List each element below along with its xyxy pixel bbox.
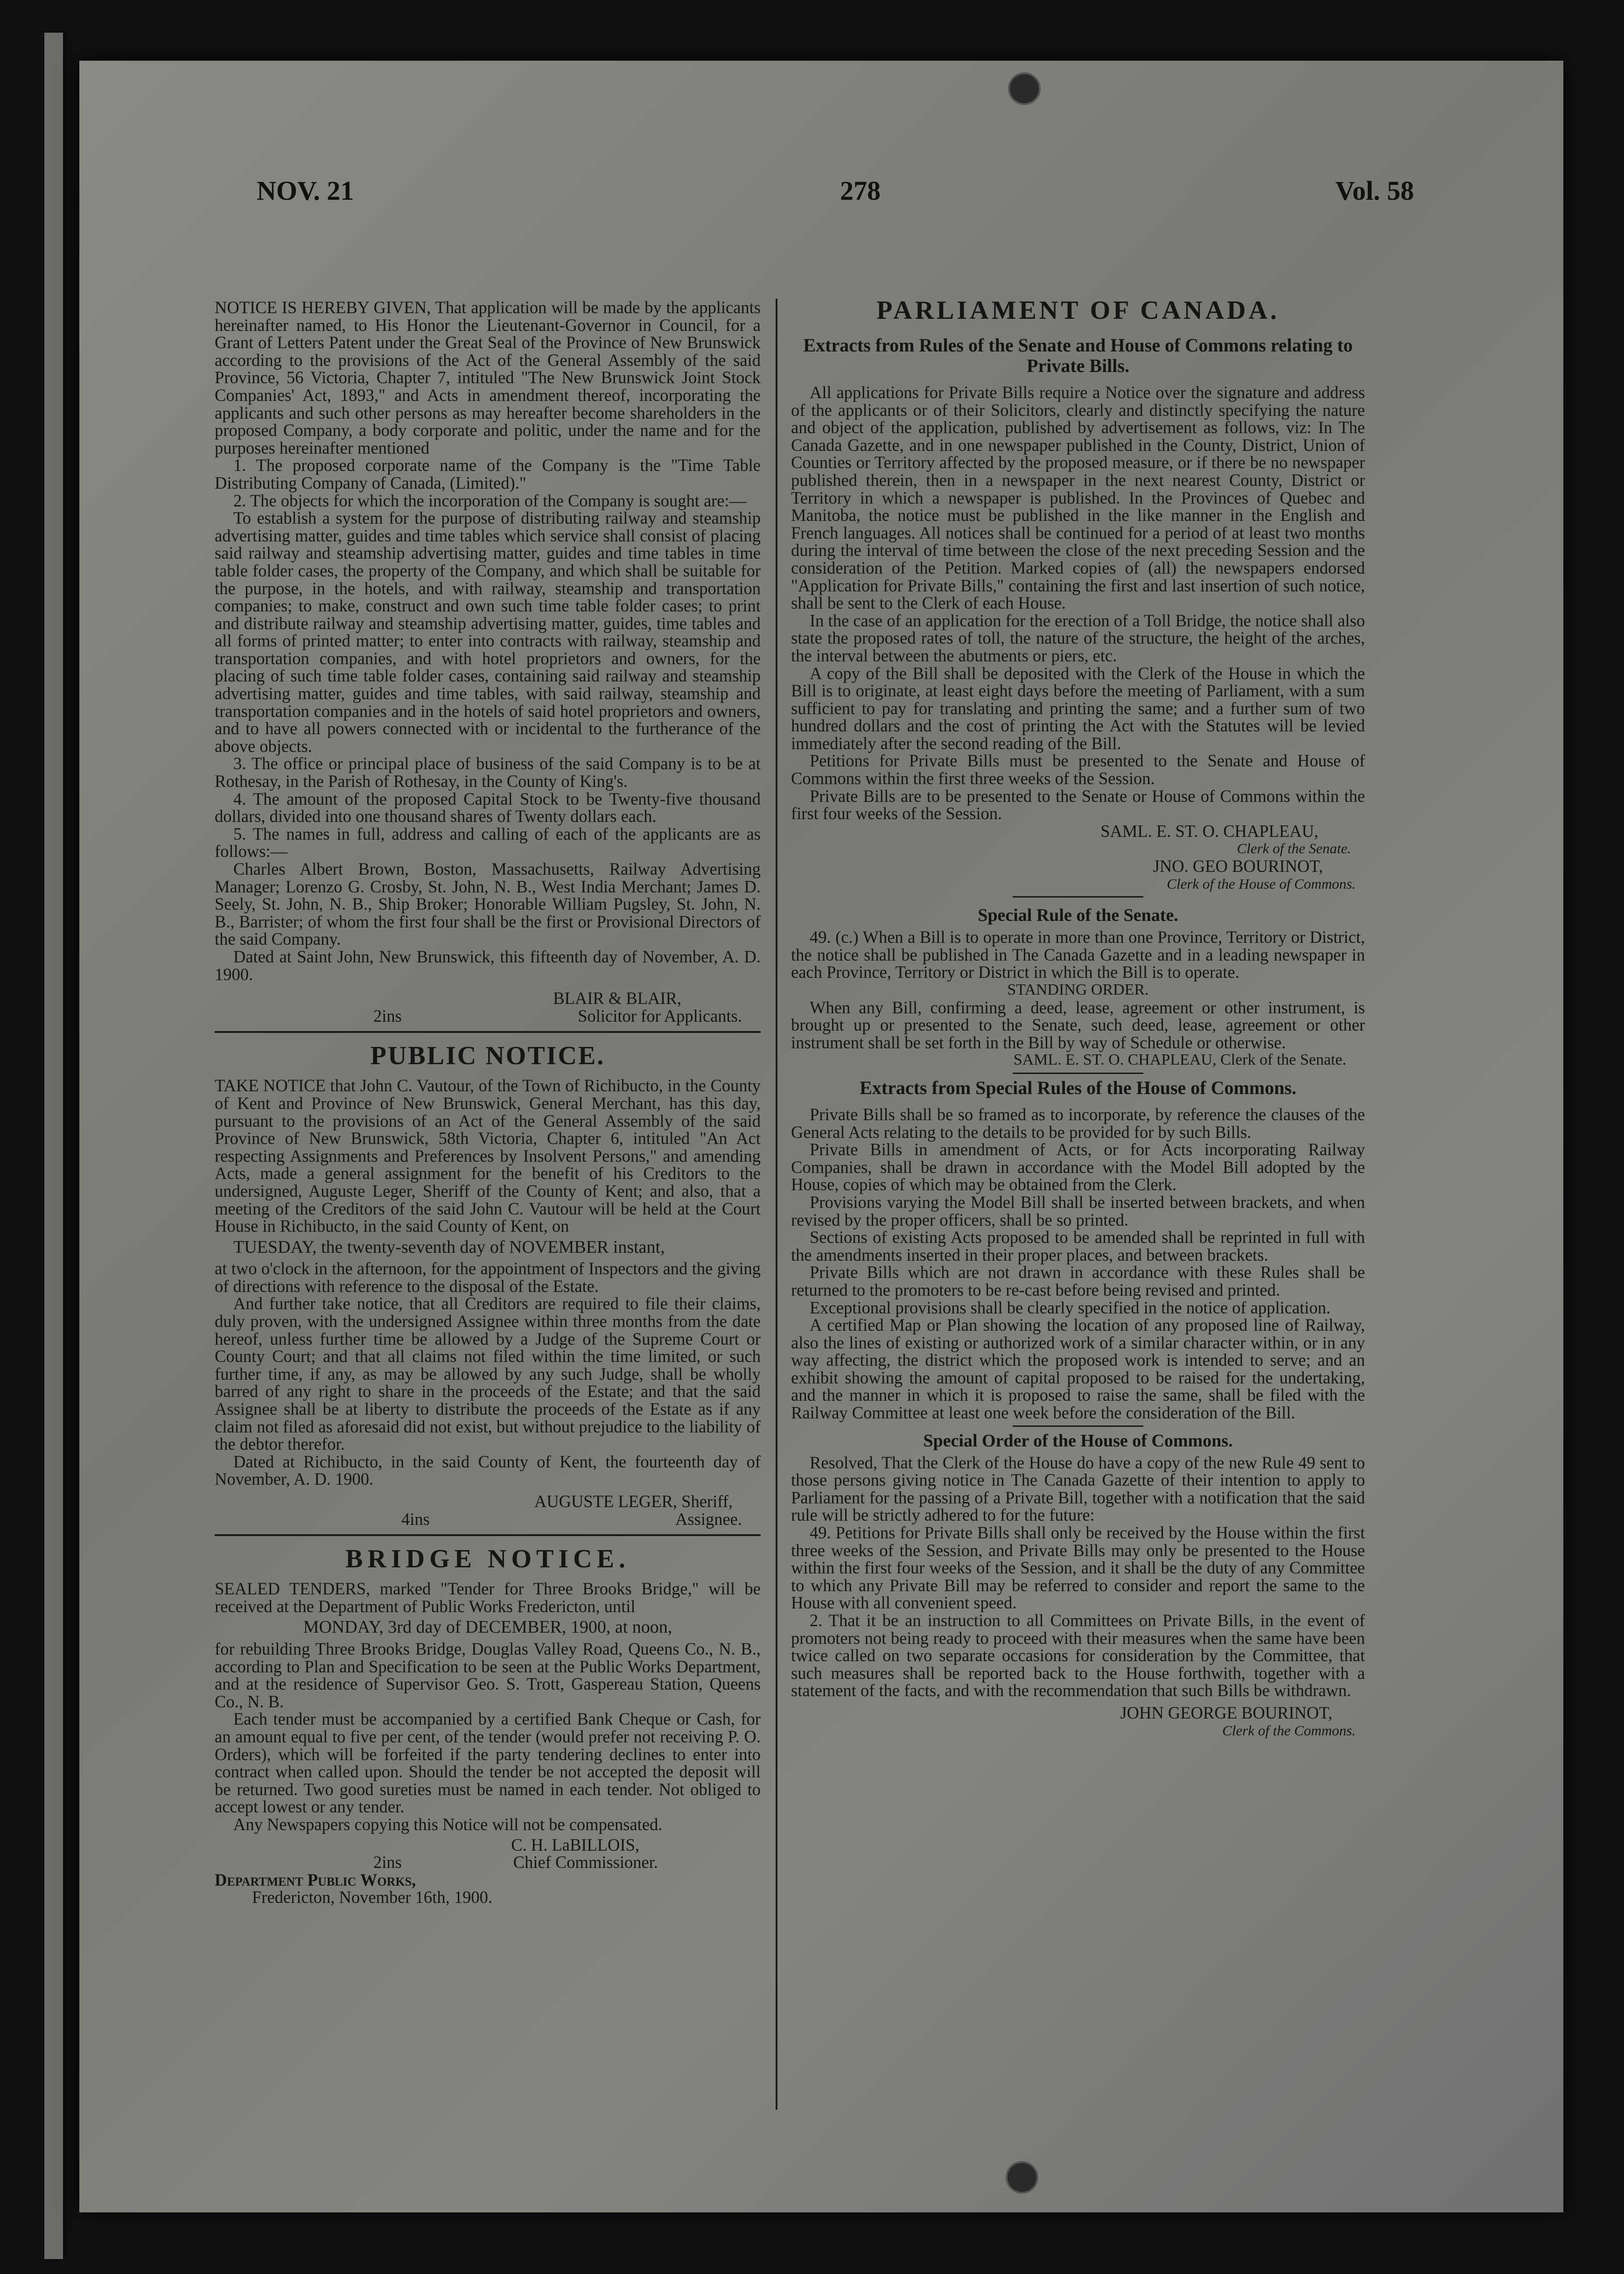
- insertion-count: 4ins: [401, 1509, 430, 1529]
- notice-clause-4: 4. The amount of the proposed Capital Stock to be Twenty-five thousand dollars, divided into one thousand shares of Twenty dollars each.: [215, 789, 761, 826]
- standing-order-paragraph: When any Bill, confirming a deed, lease, agreement or other instrument, is brought up or presented to the Senate, such deed, lease, agreement or other instrument shall be set forth in the Bill by way of Schedule or otherwise.: [791, 997, 1365, 1052]
- notice-clause-3: 3. The office or principal place of business of the said Company is to be at Rothesay, in the Parish of Rothesay, in the County of King's.: [215, 754, 761, 791]
- senate-rule-paragraph: 49. (c.) When a Bill is to operate in more than one Province, Territory or District, the notice shall be published in The Canada Gazette and in a leading newspaper in each Province, Territory or District in which the Bill is to operate.: [791, 927, 1365, 982]
- insertion-count: 2ins: [373, 1006, 402, 1025]
- public-notice-date: TUESDAY, the twenty-seventh day of NOVEMBER instant,: [233, 1237, 665, 1257]
- parliament-title: PARLIAMENT OF CANADA.: [876, 296, 1280, 325]
- standing-order-heading: STANDING ORDER.: [1007, 981, 1149, 998]
- bridge-notice-title: BRIDGE NOTICE.: [345, 1544, 630, 1574]
- public-notice-body: at two o'clock in the afternoon, for the appointment of Inspectors and the giving of directions with reference to the disposal of the Estate.: [215, 1259, 761, 1296]
- page-header: [257, 175, 1414, 212]
- notice-clause-2-body: To establish a system for the purpose of distributing railway and steamship advertising matter, guides and time tables which service shall consist of placing said railway and steamship advertising matter, guides and time tables in time table folder cases, the property of the Company, and which shall be suitable for the purpose, in the hotels, and with railway, steamship and transportation companies; to make, construct and own such time table folder cases; to print and distribute railway and steamship advertising matter, guides, time tables and all forms of printed matter; to enter into contracts with railway, steamship and transportation companies, and with hotel proprietors and owners, for the placing of such time table folder cases, containing said railway and steamship advertising matter, guides and time tables, with said railway, steamship and transportation companies and in the hotels of said hotel proprietors and owners, and to have all powers connected with or incidental to the furtherance of the above objects.: [215, 508, 761, 756]
- special-order-paragraph: 2. That it be an instruction to all Committees on Private Bills, in the event of promoters not being ready to proceed with their measures when the same have been twice called on two separate occasions for consideration by the Committee, that such measures shall be reported back to the House forthwith, together with a statement of the facts, and with the recommendation that such Bills be withdrawn.: [791, 1611, 1365, 1700]
- section-rule: [215, 1031, 761, 1033]
- page-number: 278: [840, 175, 881, 206]
- special-order-subtitle: Special Order of the House of Commons.: [923, 1431, 1233, 1451]
- rules-subtitle: Extracts from Rules of the Senate and House of Commons relating to Private Bills.: [803, 335, 1353, 376]
- commons-rule-paragraph: Private Bills in amendment of Acts, or for Acts incorporating Railway Companies, shall be drawn in accordance with the Model Bill adopted by the House, copies of which may be obtained from the Clerk.: [791, 1140, 1365, 1194]
- public-notice-dated: Dated at Richibucto, in the said County of Kent, the fourteenth day of November, A. D. 1900.: [215, 1452, 761, 1489]
- rules-paragraph: Petitions for Private Bills must be presented to the Senate and House of Commons within the first three weeks of the Session.: [791, 751, 1365, 788]
- final-signer: JOHN GEORGE BOURINOT,: [1120, 1703, 1332, 1722]
- public-notice-body: TAKE NOTICE that John C. Vautour, of the Town of Richibucto, in the County of Kent and Province of New Brunswick, General Merchant, has this day, pursuant to the provisions of an Act of the General Assembly of the said Province of New Brunswick, 58th Victoria, Chapter 6, intituled "An Act respecting Assignments and Preferences by Insolvent Persons," and amending Acts, made a general assignment for the benefit of his Creditors to the undersigned, Auguste Leger, Sheriff of the County of Kent; and also, that a meeting of the Creditors of the said John C. Vautour will be held at the Court House in Richibucto, in the said County of Kent, on: [215, 1076, 761, 1236]
- signer-role: Assignee.: [675, 1509, 742, 1529]
- public-notice-signer-line: [215, 1510, 761, 1528]
- public-notice-title: PUBLIC NOTICE.: [370, 1041, 605, 1071]
- page-stack-edge: [44, 33, 63, 2259]
- commons-rule-paragraph: Exceptional provisions shall be clearly specified in the notice of application.: [810, 1298, 1330, 1317]
- final-signer-role: Clerk of the Commons.: [1222, 1722, 1356, 1739]
- volume-number: Vol. 58: [1335, 175, 1414, 206]
- signer-role: Solicitor for Applicants.: [578, 1006, 742, 1025]
- insertion-count: 2ins: [373, 1853, 402, 1872]
- bridge-notice-signer: C. H. LaBILLOIS,: [511, 1835, 639, 1854]
- bridge-notice-body: for rebuilding Three Brooks Bridge, Douglas Valley Road, Queens Co., N. B., according to Plan and Specification to be seen at the Public Works Department, and at the residence of Supervisor Geo. S. Trott, Gaspereau Station, Queens Co., N. B.: [215, 1639, 761, 1711]
- special-order-paragraph: 49. Petitions for Private Bills shall only be received by the House within the first three weeks of the Session, and Private Bills may only be presented to the House within the first four weeks of the Session, and it shall be the duty of any Committee to which any Private Bill may be referred to consider and report the same to the House with all convenient speed.: [791, 1523, 1365, 1613]
- standing-order-signer: SAML. E. ST. O. CHAPLEAU, Clerk of the Senate.: [1013, 1051, 1346, 1069]
- notice-intro: NOTICE IS HEREBY GIVEN, That application will be made by the applicants hereinafter named, to His Honor the Lieutenant-Governor in Council, for a Grant of Letters Patent under the Great Seal of the Province of New Brunswick according to the provisions of the Act of the General Assembly of the said Province, 56 Victoria, Chapter 7, intituled "The New Brunswick Joint Stock Companies' Act, 1893," and Acts in amendment thereof, incorporating the applicants and such other persons as may hereafter become shareholders in the proposed Company, a body corporate and politic, under the name and for the purposes hereinafter mentioned: [215, 298, 761, 457]
- notice-clause-5: 5. The names in full, address and calling of each of the applicants are as follows:—: [215, 824, 761, 861]
- commons-rule-paragraph: Provisions varying the Model Bill shall be inserted between brackets, and when revised by the proper officers, shall be so printed.: [791, 1192, 1365, 1229]
- notice-clause-2: 2. The objects for which the incorporation of the Company is sought are:—: [233, 491, 747, 510]
- senate-clerk-role: Clerk of the Senate.: [1237, 840, 1351, 857]
- left-column: [215, 299, 761, 1906]
- public-notice-body: And further take notice, that all Creditors are required to file their claims, duly proven, with the undersigned Assignee within three months from the date hereof, unless further time be allowed by a Judge of the Supreme Court or County Court; and that all claims not filed within the time limited, or such further time, if any, as may be allowed by any such Judge, shall be wholly barred of any right to share in the proceeds of the Estate; and that the said Assignee shall be at liberty to distribute the proceeds of the Estate as if any claim not filed as aforesaid did not exist, but without prejudice to the liability of the debtor therefor.: [215, 1294, 761, 1454]
- short-rule: [1013, 1425, 1143, 1427]
- commons-rule-paragraph: Private Bills which are not drawn in accordance with these Rules shall be returned to the promoters to be re-cast before being revised and printed.: [791, 1263, 1365, 1299]
- commons-rule-paragraph: Sections of existing Acts proposed to be amended shall be reprinted in full with the amendments inserted in their proper places, and between brackets.: [791, 1228, 1365, 1264]
- signer-role: Chief Commissioner.: [513, 1853, 658, 1872]
- notice-clause-1: 1. The proposed corporate name of the Company is the "Time Table Distributing Company of Canada, (Limited).": [215, 456, 761, 492]
- notice-dated: Dated at Saint John, New Brunswick, this fifteenth day of November, A. D. 1900.: [215, 947, 761, 984]
- bridge-notice-date: MONDAY, 3rd day of DECEMBER, 1900, at noon,: [303, 1617, 672, 1637]
- bridge-notice-signer-line: [215, 1853, 761, 1871]
- notice-signer: BLAIR & BLAIR,: [553, 989, 681, 1008]
- punch-hole: [1008, 72, 1041, 105]
- senate-clerk-name: SAML. E. ST. O. CHAPLEAU,: [1100, 821, 1318, 841]
- short-rule: [1013, 1073, 1143, 1074]
- commons-rule-paragraph: A certified Map or Plan showing the location of any proposed line of Railway, also the lines of existing or authorized work of a similar character within, or in any way affecting, the district which the proposed work is intended to serve; and an exhibit showing the amount of capital proposed to be raised for the undertaking, and the manner in which it is proposed to raise the same, shall be filed with the Railway Committee at least one week before the consideration of the Bill.: [791, 1315, 1365, 1423]
- short-rule: [1013, 896, 1143, 898]
- bridge-notice-body: Each tender must be accompanied by a certified Bank Cheque or Cash, for an amount equal to five per cent, of the tender (would prefer not receiving P. O. Orders), which will be forfeited if the party tendering declines to enter into contract when called upon. Should the tender be not accepted the deposit will be returned. Two good sureties must be named in each tender. Not obliged to accept lowest or any tender.: [215, 1709, 761, 1817]
- bridge-notice-body: Any Newspapers copying this Notice will not be compensated.: [233, 1814, 663, 1834]
- bridge-notice-body: SEALED TENDERS, marked "Tender for Three Brooks Bridge," will be received at the Department of Public Works Fredericton, until: [215, 1579, 761, 1616]
- commons-clerk-role: Clerk of the House of Commons.: [1167, 875, 1356, 892]
- rules-paragraph: All applications for Private Bills require a Notice over the signature and address of the applicants or of their Solicitors, clearly and distinctly specifying the nature and object of the application, published by advertisement as follows, viz: In The Canada Gazette, and in one newspaper published in the County, District, Union of Counties or Territory affected by the proposed measure, or if there be no newspaper published therein, then in a newspaper in the next nearest County, District or Territory in which a newspaper is published. In the Provinces of Quebec and Manitoba, the notice must be published in the like manner in the English and French languages. All notices shall be continued for a period of at least two months during the interval of time between the close of the next preceding Session and the consideration of the Petition. Marked copies of (all) the newspapers endorsed "Application for Private Bills," containing the first and last insertion of such notice, shall be sent to the Clerk of each House.: [791, 383, 1365, 613]
- rules-paragraph: A copy of the Bill shall be deposited with the Clerk of the House in which the Bill is to originate, at least eight days before the meeting of Parliament, with a sum sufficient to pay for translating and printing the same; and a further sum of two hundred dollars and the cost of printing the Act with the Statutes will be levied immediately after the second reading of the Bill.: [791, 663, 1365, 753]
- commons-rule-paragraph: Private Bills shall be so framed as to incorporate, by reference the clauses of the General Acts relating to the details to be provided for by such Bills.: [791, 1104, 1365, 1142]
- commons-clerk-name: JNO. GEO BOURINOT,: [1153, 856, 1323, 876]
- public-notice-signer: AUGUSTE LEGER, Sheriff,: [534, 1492, 733, 1511]
- column-divider: [776, 299, 777, 2110]
- special-order-paragraph: Resolved, That the Clerk of the House do have a copy of the new Rule 49 sent to those persons giving notice in The Canada Gazette of their intention to apply to Parliament for the passing of a Private Bill, together with a notification that the said rule will be strictly adhered to for the future:: [791, 1453, 1365, 1525]
- rules-paragraph: In the case of an application for the erection of a Toll Bridge, the notice shall also state the proposed rates of toll, the nature of the structure, the height of the arches, the interval between the abutments or piers, etc.: [791, 611, 1365, 665]
- section-rule: [215, 1534, 761, 1536]
- issue-date: NOV. 21: [257, 175, 354, 206]
- notice-clause-5-body: Charles Albert Brown, Boston, Massachusetts, Railway Advertising Manager; Lorenzo G. Crosby, St. John, N. B., West India Merchant; James D. Seely, St. John, N. B., Ship Broker; Honorable William Pugsley, St. John, N. B., Barrister; of whom the first four shall be the first or Provisional Directors of the said Company.: [215, 859, 761, 949]
- department-place-date: Fredericton, November 16th, 1900.: [252, 1888, 492, 1907]
- senate-rule-subtitle: Special Rule of the Senate.: [978, 905, 1178, 926]
- rules-paragraph: Private Bills are to be presented to the Senate or House of Commons within the first four weeks of the Session.: [791, 786, 1365, 823]
- commons-rules-subtitle: Extracts from Special Rules of the House of Commons.: [860, 1077, 1296, 1098]
- notice-signer-line: [215, 1007, 761, 1025]
- right-column: [791, 296, 1365, 1739]
- department-name: Department Public Works,: [215, 1870, 416, 1889]
- punch-hole: [1006, 2161, 1038, 2194]
